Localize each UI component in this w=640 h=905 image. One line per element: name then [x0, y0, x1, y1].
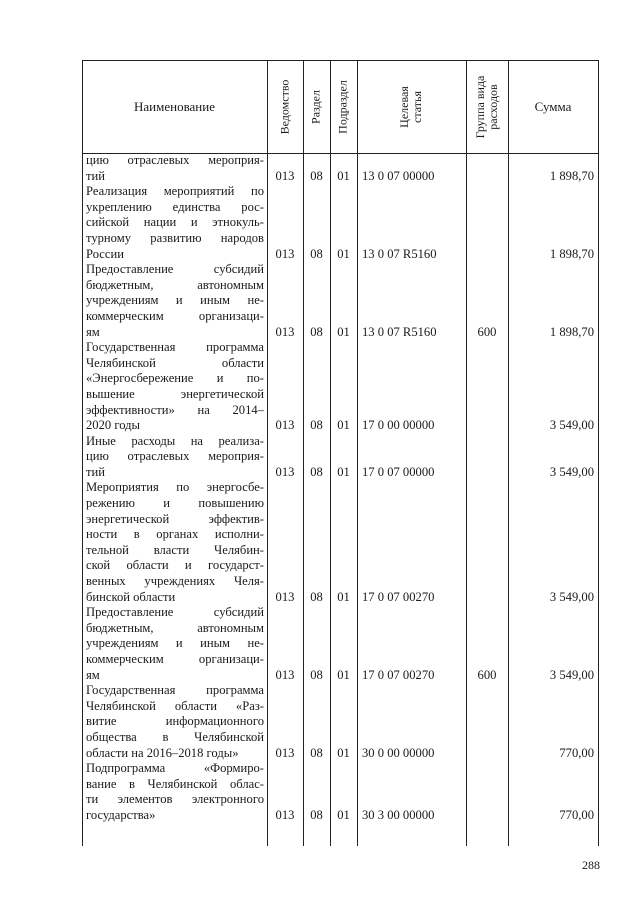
row-name-line: вышение энергетической [86, 386, 264, 401]
page-number: 288 [582, 858, 600, 872]
cell-summa: 770,00 [559, 807, 594, 822]
header-razdel: Раздел [308, 90, 323, 124]
row-name-line: 2020 годы [86, 418, 140, 433]
cell-podrazdel: 01 [337, 168, 350, 183]
cell-summa: 3 549,00 [549, 667, 594, 682]
table-row [82, 262, 598, 340]
row-name-line: учреждениям и иным не- [86, 636, 264, 651]
row-name-line: энергетической эффектив- [86, 511, 264, 526]
cell-podrazdel: 01 [337, 807, 350, 822]
cell-razdel: 08 [310, 246, 323, 261]
row-name-line: коммерческим организаци- [86, 652, 264, 666]
header-vedomstvo: Ведомство [277, 79, 292, 135]
cell-vedomstvo: 013 [275, 324, 295, 339]
row-name-line: ности в органах исполни- [86, 527, 264, 542]
row-name-line: общества в Челябинской [86, 729, 264, 744]
row-name-line: Иные расходы на реализа- [86, 433, 264, 448]
cell-vedomstvo: 013 [275, 667, 295, 682]
row-name-line: ям [86, 324, 100, 339]
row-name [82, 480, 598, 605]
cell-razdel: 08 [310, 418, 323, 433]
row-name-line: тельной власти Челябин- [86, 542, 264, 557]
cell-razdel: 08 [310, 667, 323, 682]
cell-summa: 3 549,00 [549, 464, 594, 479]
cell-celevaya-statya: 13 0 07 00000 [362, 168, 435, 183]
budget-table [82, 60, 598, 846]
cell-celevaya-statya: 17 0 07 00270 [362, 589, 435, 604]
table-row [82, 340, 598, 434]
cell-razdel: 08 [310, 324, 323, 339]
cell-vedomstvo: 013 [275, 246, 295, 261]
cell-podrazdel: 01 [337, 246, 350, 261]
row-name-line: Подпрограмма «Формиро- [86, 761, 264, 776]
cell-summa: 770,00 [559, 745, 594, 760]
row-name-line: России [86, 246, 124, 261]
table-body [82, 153, 598, 824]
cell-vedomstvo: 013 [275, 745, 295, 760]
cell-razdel: 08 [310, 589, 323, 604]
cell-gruppa-vida: 600 [477, 324, 497, 339]
cell-celevaya-statya: 30 0 00 00000 [362, 745, 435, 760]
row-name-line: цию отраслевых мероприя- [86, 153, 264, 167]
cell-celevaya-statya: 17 0 00 00000 [362, 418, 435, 433]
table-row [82, 480, 598, 605]
cell-vedomstvo: 013 [275, 464, 295, 479]
cell-vedomstvo: 013 [275, 168, 295, 183]
row-name-line: бюджетным, автономным [86, 277, 264, 292]
cell-podrazdel: 01 [337, 745, 350, 760]
cell-razdel: 08 [310, 807, 323, 822]
row-name-line: Челябинской области [86, 355, 264, 370]
cell-razdel: 08 [310, 168, 323, 183]
cell-podrazdel: 01 [337, 589, 350, 604]
header-gruppa-line1: Группа вида [473, 75, 487, 139]
row-name-line: венных учреждениях Челя- [86, 574, 264, 589]
row-name-line: Государственная программа [86, 340, 264, 355]
cell-podrazdel: 01 [337, 324, 350, 339]
header-gruppa-line2: расходов [486, 84, 500, 130]
row-name-line: Государственная программа [86, 683, 264, 698]
table-row [82, 605, 598, 683]
cell-celevaya-statya: 30 3 00 00000 [362, 807, 435, 822]
row-name-line: Челябинской области «Раз- [86, 698, 264, 713]
row-name-line: Мероприятия по энергосбе- [86, 480, 264, 495]
header-podrazdel: Подраздел [335, 80, 350, 134]
row-name-line: ям [86, 667, 100, 682]
cell-celevaya-statya: 17 0 07 00000 [362, 464, 435, 479]
row-name-line: государства» [86, 807, 156, 822]
header-name: Наименование [134, 99, 215, 114]
row-name-line: коммерческим организаци- [86, 308, 264, 323]
row-name-line: Реализация мероприятий по [86, 184, 264, 199]
cell-podrazdel: 01 [337, 667, 350, 682]
row-name-line: тий [86, 464, 105, 479]
row-name-line: вание в Челябинской облас- [86, 776, 264, 791]
row-name-line: сийской нации и этнокуль- [86, 215, 264, 230]
table-row [82, 153, 598, 184]
cell-summa: 1 898,70 [549, 324, 594, 339]
col-border-right [598, 60, 599, 846]
table-header [82, 60, 598, 154]
row-name-line: цию отраслевых мероприя- [86, 449, 264, 464]
row-name-line: укреплению единства рос- [86, 199, 264, 214]
row-name-line: режению и повышению [86, 496, 264, 511]
cell-vedomstvo: 013 [275, 589, 295, 604]
table-row [82, 683, 598, 761]
cell-celevaya-statya: 13 0 07 R5160 [362, 324, 437, 339]
table-row [82, 434, 598, 481]
cell-podrazdel: 01 [337, 464, 350, 479]
cell-celevaya-statya: 17 0 07 00270 [362, 667, 435, 682]
table-row [82, 184, 598, 262]
header-summa: Сумма [534, 99, 572, 114]
row-name-line: бюджетным, автономным [86, 620, 264, 635]
header-celevaya-statya [398, 86, 424, 128]
cell-summa: 3 549,00 [549, 589, 594, 604]
cell-summa: 1 898,70 [549, 246, 594, 261]
row-name-line: тий [86, 168, 105, 183]
header-gruppa-vida [474, 76, 500, 139]
row-name-line: «Энергосбережение и по- [86, 371, 264, 386]
header-celevaya-line1: Целевая [397, 86, 411, 128]
cell-razdel: 08 [310, 745, 323, 760]
row-name-line: ти элементов электронного [86, 792, 264, 807]
row-name-line: Предоставление субсидий [86, 262, 264, 277]
row-name-line: Предоставление субсидий [86, 605, 264, 620]
cell-gruppa-vida: 600 [477, 667, 497, 682]
cell-vedomstvo: 013 [275, 418, 295, 433]
cell-podrazdel: 01 [337, 418, 350, 433]
cell-summa: 1 898,70 [549, 168, 594, 183]
row-name-line: области на 2016–2018 годы» [86, 745, 239, 760]
row-name-line: витие информационного [86, 714, 264, 729]
cell-summa: 3 549,00 [549, 418, 594, 433]
cell-vedomstvo: 013 [275, 807, 295, 822]
row-name-line: бинской области [86, 589, 176, 604]
row-name-line: эффективности» на 2014– [86, 402, 264, 417]
cell-razdel: 08 [310, 464, 323, 479]
row-name-line: учреждениям и иным не- [86, 293, 264, 308]
header-celevaya-line2: статья [410, 91, 424, 123]
row-name-line: ской области и государст- [86, 558, 264, 573]
row-name-line: турному развитию народов [86, 230, 264, 245]
table-row [82, 761, 598, 823]
cell-celevaya-statya: 13 0 07 R5160 [362, 246, 437, 261]
